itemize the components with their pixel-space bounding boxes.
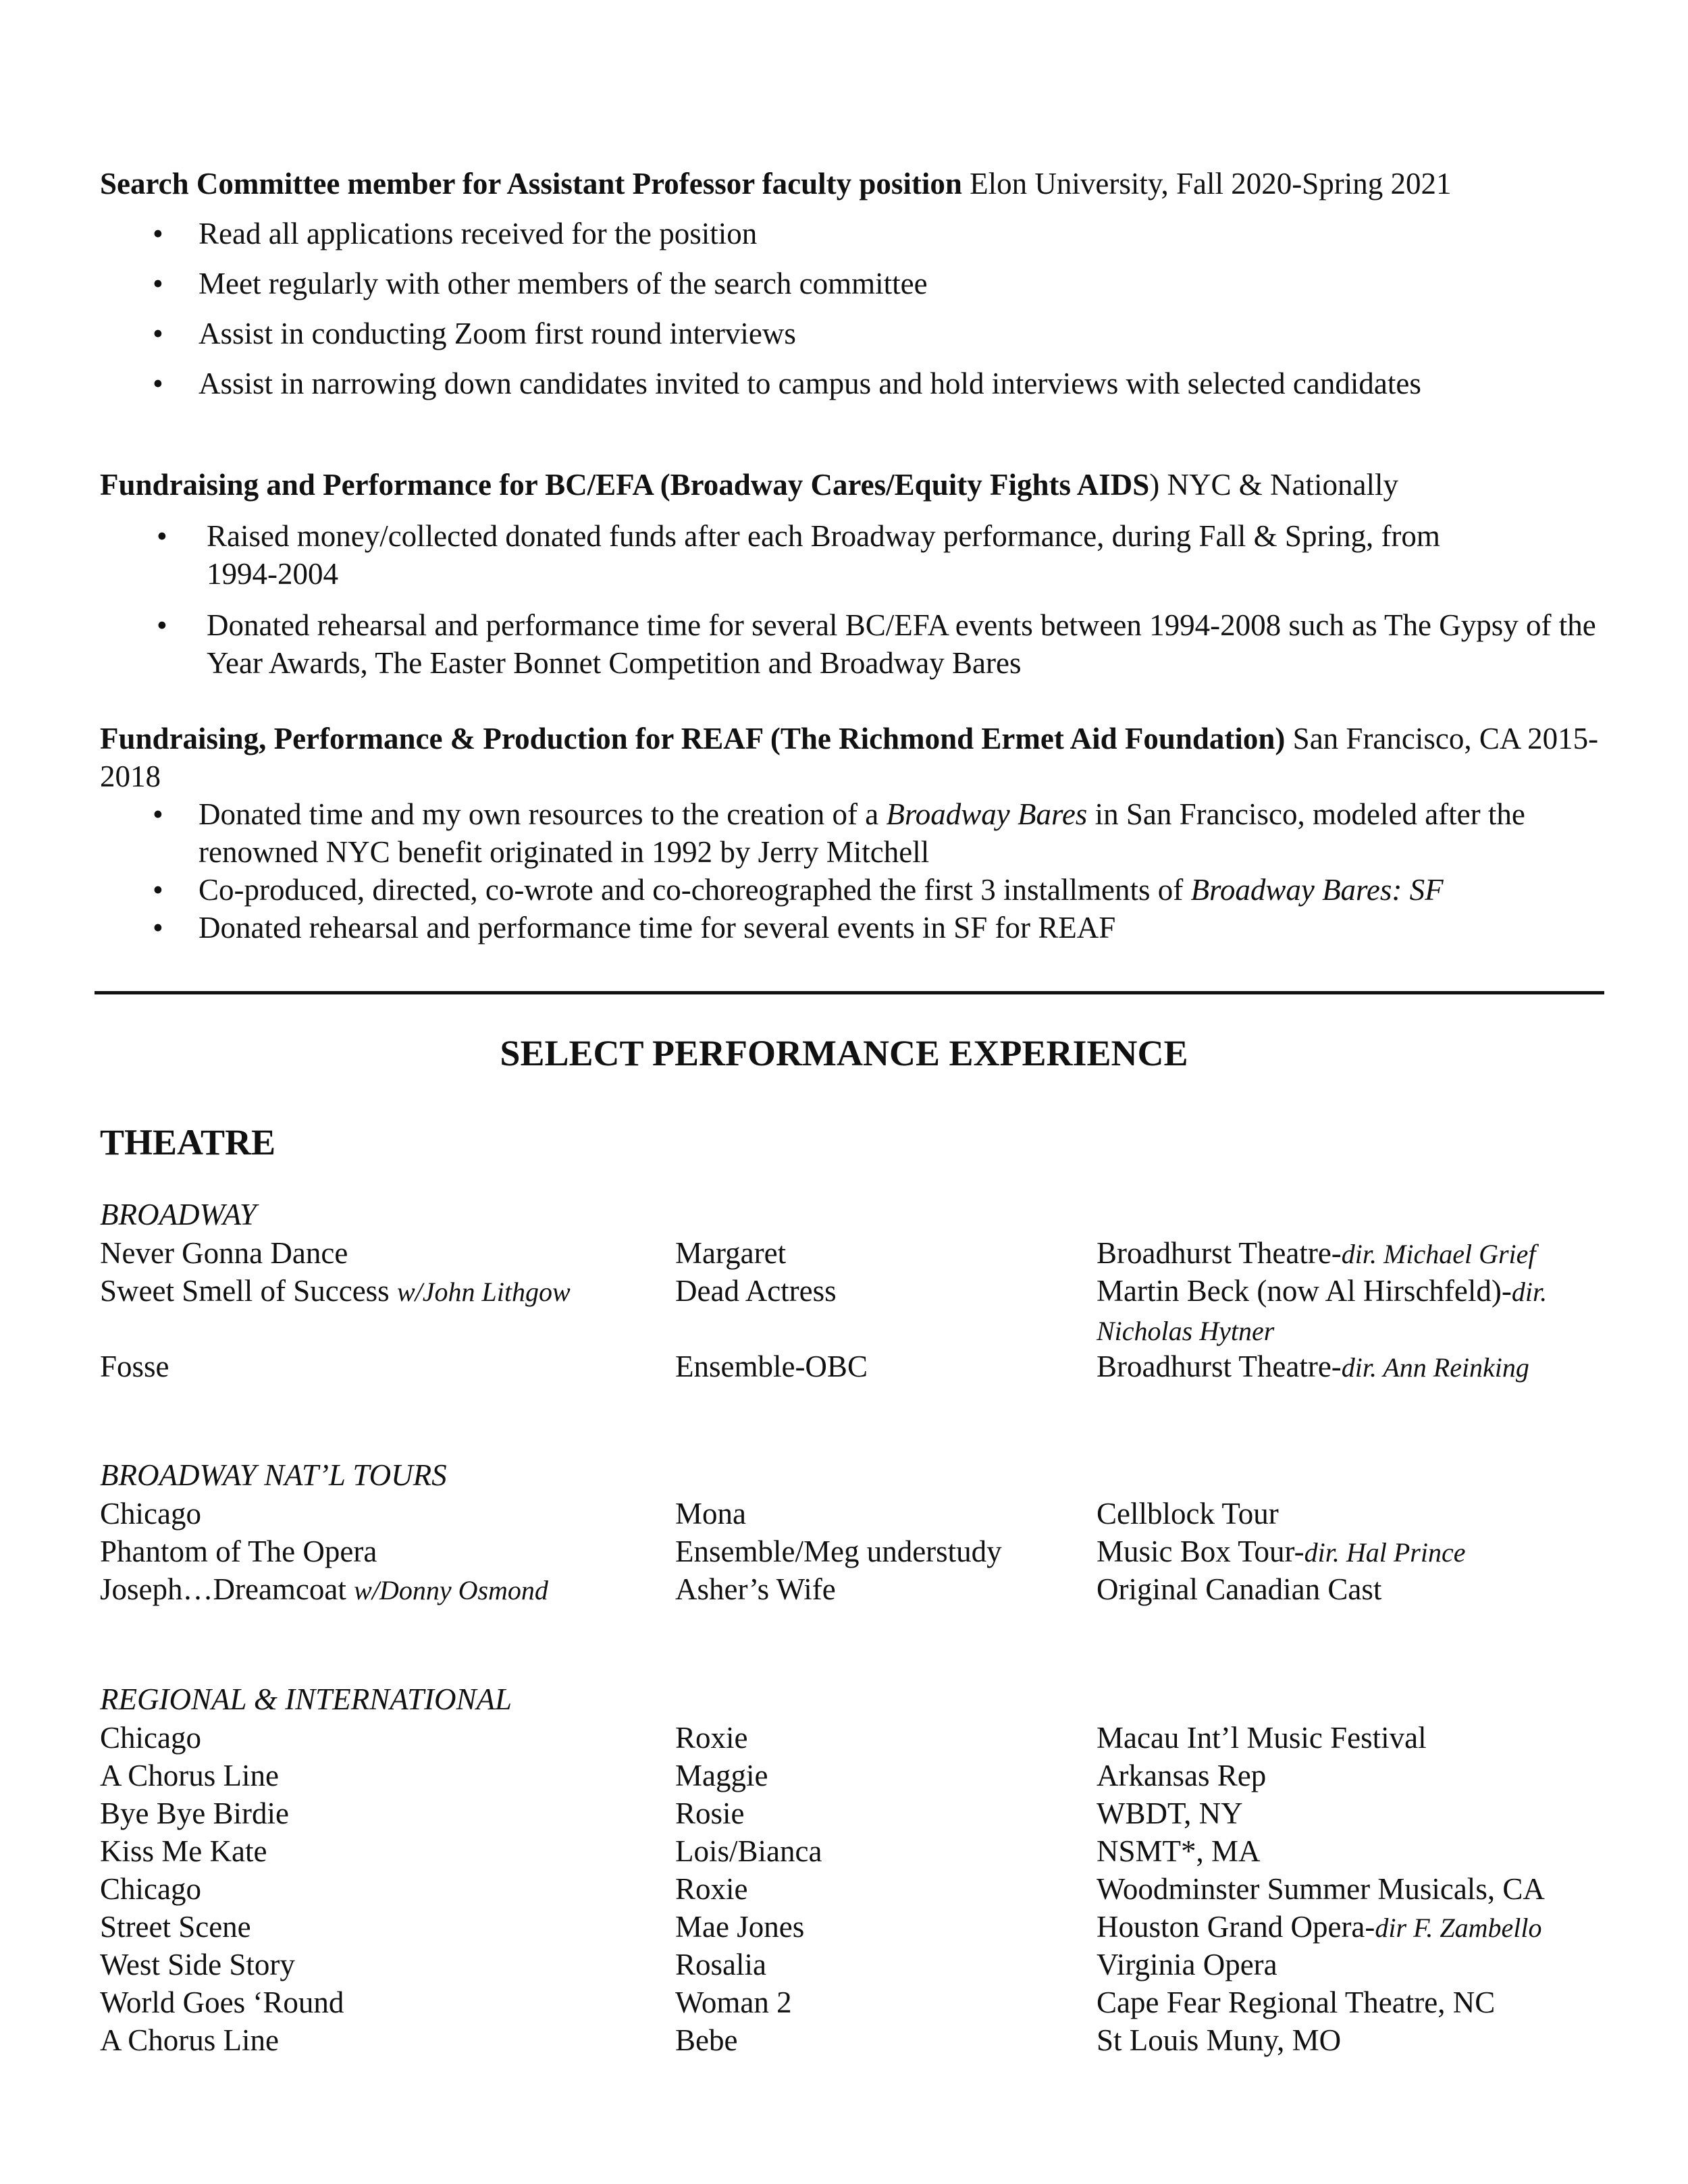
credit-row [100, 1272, 1626, 1348]
reaf-bullets [100, 795, 1612, 947]
role: Ensemble/Meg understudy [675, 1535, 1002, 1568]
credit-row [100, 1719, 1626, 1757]
venue-note: dir. Hal Prince [1304, 1537, 1466, 1568]
role: Roxie [675, 1872, 748, 1906]
reaf-org: San Francisco, CA 2015-2018 [100, 722, 1599, 793]
show-note: w/Donny Osmond [354, 1575, 548, 1605]
credit-row [100, 1348, 1626, 1385]
credit-row [100, 2021, 1626, 2059]
bcefa-section [100, 466, 1612, 682]
venue-name: WBDT, NY [1097, 1796, 1243, 1830]
broadway-group [100, 1195, 1626, 1385]
show-name: Chicago [100, 1872, 201, 1906]
venue-note: dir. Nicholas Hytner [1097, 1277, 1548, 1346]
section-title: SELECT PERFORMANCE EXPERIENCE [500, 1033, 1188, 1073]
show-title [100, 1570, 548, 1609]
show-name: Phantom of The Opera [100, 1535, 377, 1568]
credit-row [100, 1533, 1626, 1570]
venue-name: Music Box Tour- [1097, 1535, 1304, 1568]
credit-row [100, 1794, 1626, 1832]
role: Rosie [675, 1796, 745, 1830]
venue-name: Martin Beck (now Al Hirschfeld)- [1097, 1274, 1512, 1308]
bullet-item: • Meet regularly with other members of the search committee [100, 265, 1612, 302]
bullet-item: • Read all applications received for the position [100, 215, 1612, 252]
role: Maggie [675, 1759, 768, 1792]
bullet-item [100, 795, 1612, 871]
credit-row [100, 1757, 1626, 1794]
venue [1097, 1234, 1610, 1273]
show-name: West Side Story [100, 1948, 295, 1981]
venue-name: Woodminster Summer Musicals, CA [1097, 1872, 1545, 1906]
role: Woman 2 [675, 1986, 792, 2019]
category-title: THEATRE [100, 1122, 276, 1163]
role: Roxie [675, 1721, 748, 1755]
credit-row [100, 1908, 1626, 1946]
bullet-item [100, 871, 1612, 909]
bullet-item: • Assist in conducting Zoom first round interviews [100, 315, 1612, 352]
credit-row [100, 1570, 1626, 1608]
group-label: BROADWAY NAT’L TOURS [100, 1458, 447, 1492]
bullet-item: • Donated rehearsal and performance time for several events in SF for REAF [100, 909, 1612, 947]
bullet-emphasis: Broadway Bares: SF [1190, 873, 1444, 907]
venue-note: dir. Michael Grief [1341, 1239, 1536, 1269]
venue-name: Arkansas Rep [1097, 1759, 1267, 1792]
reaf-section [100, 720, 1612, 947]
show-name: A Chorus Line [100, 2023, 279, 2057]
bullet-text: Donated time and my own resources to the creation of a [199, 797, 887, 831]
venue [1097, 1348, 1610, 1387]
credit-row [100, 1495, 1626, 1533]
venue-name: Houston Grand Opera- [1097, 1910, 1375, 1944]
role: Asher’s Wife [675, 1572, 836, 1606]
search-committee-heading [100, 165, 1612, 203]
search-committee-section [100, 165, 1612, 402]
venue-note: dir. Ann Reinking [1341, 1352, 1529, 1383]
show-title [100, 1533, 377, 1570]
bcefa-heading [100, 466, 1612, 504]
venue-note: dir F. Zambello [1375, 1913, 1542, 1943]
role: Dead Actress [675, 1274, 837, 1308]
venue [1097, 1533, 1610, 1572]
show-name: Street Scene [100, 1910, 251, 1944]
credit-row [100, 1832, 1626, 1870]
show-title [100, 1234, 348, 1272]
venue-name: Macau Int’l Music Festival [1097, 1721, 1427, 1755]
venue [1097, 1272, 1610, 1350]
venue-name: Cape Fear Regional Theatre, NC [1097, 1986, 1496, 2019]
bullet-item: • Donated rehearsal and performance time for several BC/EFA events between 1994-2008 such as The Gypsy of the Year Awards, The Easter Bonnet Competition and Broadway Bares [100, 606, 1612, 682]
bcefa-title: Fundraising and Performance for BC/EFA (Broadway Cares/Equity Fights AIDS [100, 468, 1150, 502]
venue [1097, 1908, 1610, 1947]
search-committee-bullets [100, 215, 1612, 402]
role: Margaret [675, 1236, 787, 1270]
role: Lois/Bianca [675, 1834, 822, 1868]
show-name: Bye Bye Birdie [100, 1796, 289, 1830]
role: Bebe [675, 2023, 738, 2057]
venue-name: Cellblock Tour [1097, 1497, 1279, 1530]
role: Mae Jones [675, 1910, 805, 1944]
show-name: A Chorus Line [100, 1759, 279, 1792]
venue-name: Virginia Opera [1097, 1948, 1277, 1981]
show-name: Chicago [100, 1497, 201, 1530]
reaf-heading [100, 720, 1612, 795]
show-name: World Goes ‘Round [100, 1986, 344, 2019]
role: Ensemble-OBC [675, 1350, 868, 1383]
reaf-title: Fundraising, Performance & Production for REAF (The Richmond Ermet Aid Foundation) [100, 722, 1286, 755]
show-title [100, 1272, 571, 1311]
show-name: Chicago [100, 1721, 201, 1755]
show-name: Fosse [100, 1350, 169, 1383]
venue-name: St Louis Muny, MO [1097, 2023, 1342, 2057]
venue [1097, 1570, 1610, 1608]
tours-group [100, 1456, 1626, 1608]
bullet-emphasis: Broadway Bares [886, 797, 1088, 831]
group-label: REGIONAL & INTERNATIONAL [100, 1682, 512, 1716]
regional-group [100, 1680, 1626, 2059]
bcefa-org: ) NYC & Nationally [1149, 468, 1398, 502]
credit-row [100, 1870, 1626, 1908]
bullet-text: Co-produced, directed, co-wrote and co-choreographed the first 3 installments of [199, 873, 1191, 907]
venue-name: Broadhurst Theatre- [1097, 1350, 1342, 1383]
show-name: Sweet Smell of Success [100, 1274, 397, 1308]
search-committee-org: Elon University, Fall 2020-Spring 2021 [961, 167, 1452, 201]
bullet-text: in San Francisco, modeled after the renowned NYC benefit originated in 1992 by Jerry Mitchell [199, 797, 1525, 869]
credit-row [100, 1946, 1626, 1983]
show-note: w/John Lithgow [396, 1277, 571, 1307]
show-name: Joseph…Dreamcoat [100, 1572, 354, 1606]
venue-name: NSMT*, MA [1097, 1834, 1261, 1868]
show-title [100, 1495, 201, 1533]
role: Mona [675, 1497, 746, 1530]
bcefa-bullets [100, 517, 1612, 682]
section-divider [95, 991, 1604, 994]
bullet-item: • Raised money/collected donated funds after each Broadway performance, during Fall & Spring, from 1994-2004 [100, 517, 1612, 593]
credit-row [100, 1983, 1626, 2021]
bullet-item: • Assist in narrowing down candidates invited to campus and hold interviews with selected candidates [100, 365, 1612, 402]
search-committee-title: Search Committee member for Assistant Professor faculty position [100, 167, 962, 201]
venue-name: Broadhurst Theatre- [1097, 1236, 1342, 1270]
venue-name: Original Canadian Cast [1097, 1572, 1382, 1606]
venue [1097, 1495, 1610, 1533]
credit-row [100, 1234, 1626, 1272]
show-title [100, 1348, 169, 1385]
show-name: Kiss Me Kate [100, 1834, 267, 1868]
show-name: Never Gonna Dance [100, 1236, 348, 1270]
group-label: BROADWAY [100, 1198, 257, 1231]
role: Rosalia [675, 1948, 766, 1981]
